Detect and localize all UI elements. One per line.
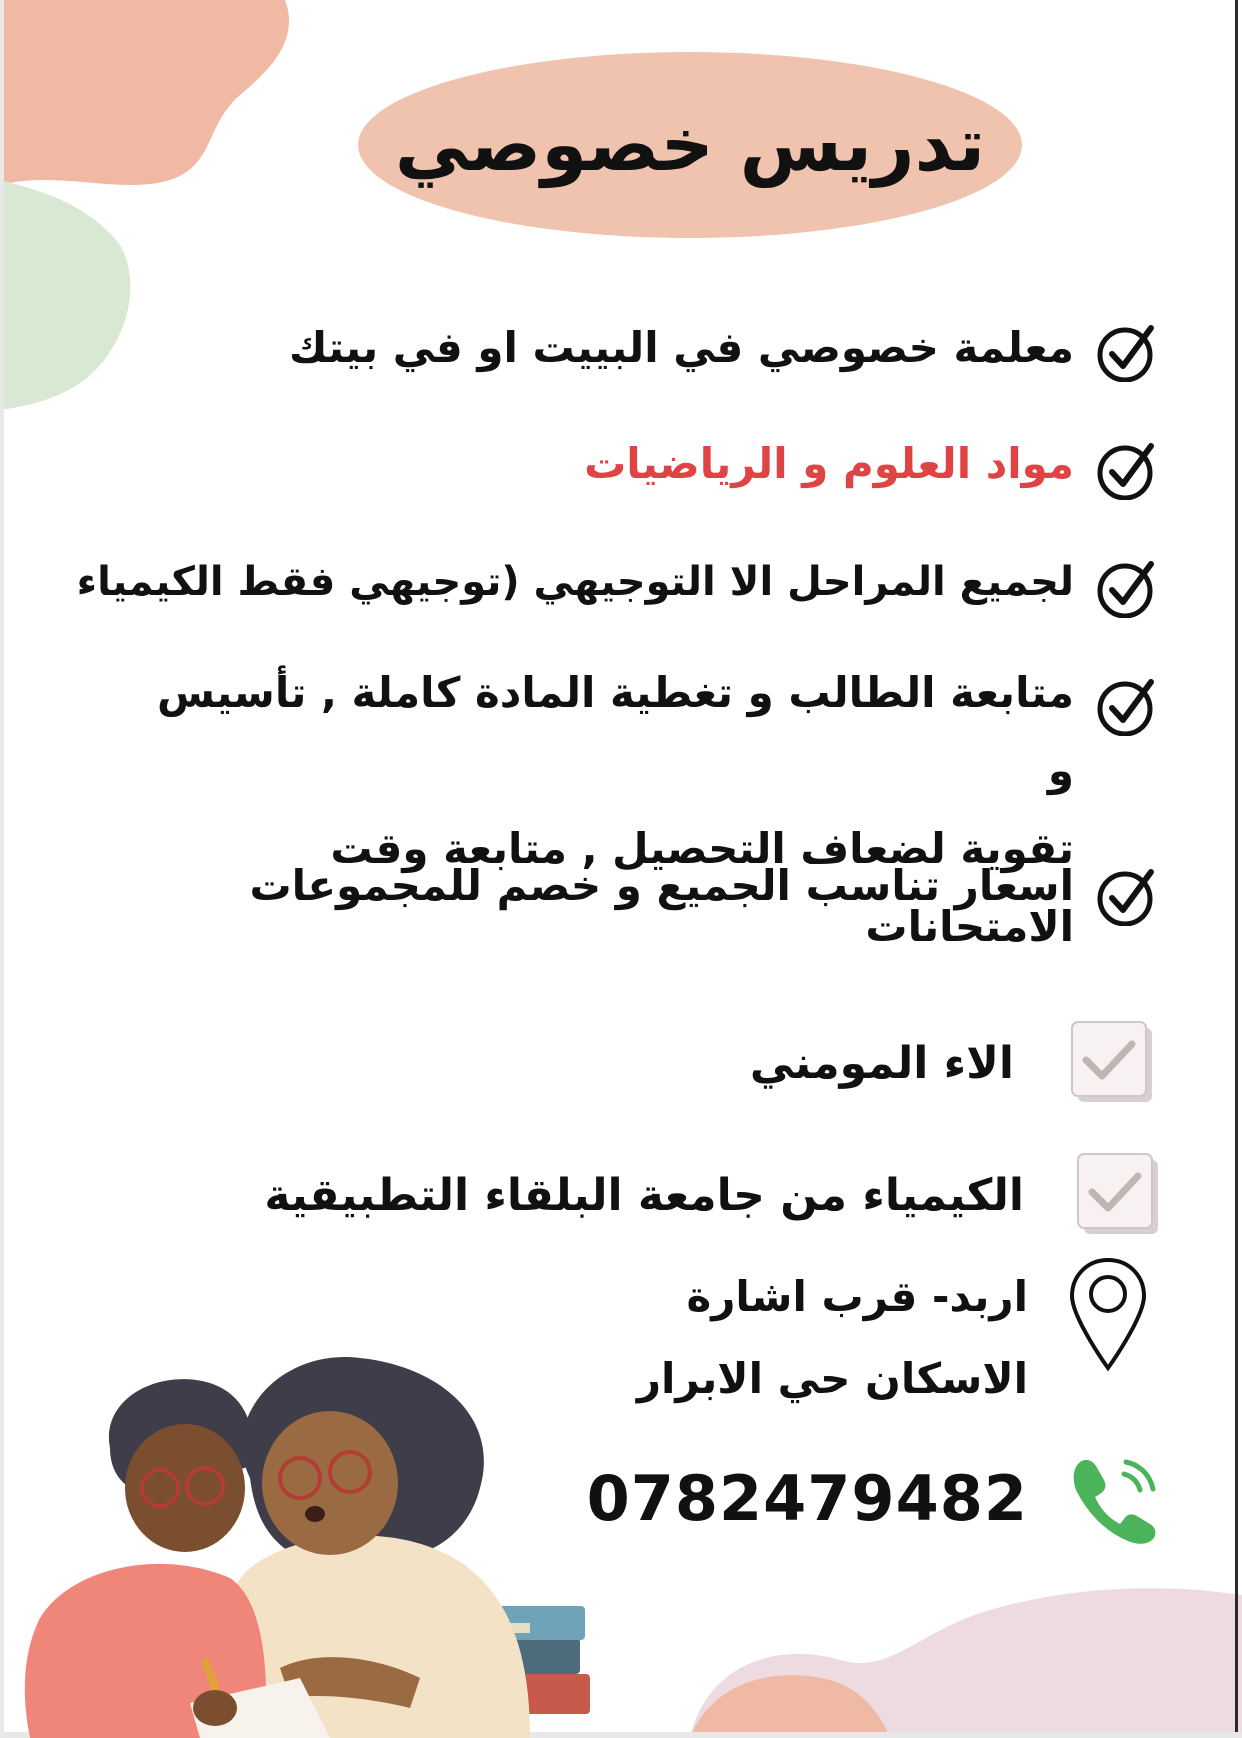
- check-circle-icon: [1096, 440, 1156, 500]
- teacher-and-student-illustration: [0, 1338, 640, 1738]
- frame-right-edge: [1235, 0, 1238, 1738]
- feature-item: [289, 322, 1156, 388]
- teacher-row: [750, 1020, 1156, 1106]
- check-circle-icon: [1096, 676, 1156, 736]
- phone-row: [587, 1452, 1160, 1544]
- title-banner: [358, 52, 1022, 238]
- decor-blob-top-left: [0, 0, 300, 200]
- feature-text-line: متابعة الطالب و تغطية المادة كاملة , تأسيس و: [157, 668, 1074, 795]
- teacher-name: الاء المومني: [749, 1037, 1014, 1089]
- degree-text: الكيمياء من جامعة البلقاء التطبيقية: [264, 1169, 1024, 1221]
- location-line: الاسكان حي الابرار: [636, 1354, 1028, 1403]
- phone-number[interactable]: 0782479482: [586, 1461, 1028, 1535]
- decor-blob-left-green: [0, 180, 140, 420]
- feature-text-line: تقوية لضعاف التحصيل , متابعة وقت الامتحانات: [330, 824, 1074, 951]
- checkbox-icon: [1070, 1020, 1156, 1106]
- checkbox-icon: [1076, 1152, 1162, 1238]
- check-circle-icon: [1096, 558, 1156, 618]
- feature-item: [77, 558, 1156, 622]
- map-pin-icon: [1068, 1256, 1148, 1374]
- feature-text: معلمة خصوصي في البييت او في بيتك: [289, 323, 1074, 372]
- feature-text: لجميع المراحل الا التوجيهي (توجيهي فقط الكيمياء: [76, 559, 1074, 605]
- location-row: [637, 1256, 1148, 1420]
- location-text: [637, 1256, 1028, 1420]
- phone-icon[interactable]: [1068, 1452, 1160, 1544]
- decor-blob-bottom-right: [660, 1550, 1242, 1738]
- page-title: تدريس خصوصي: [394, 102, 986, 188]
- check-circle-icon: [1096, 866, 1156, 926]
- feature-item: [584, 440, 1156, 504]
- feature-text: اسعار تناسب الجميع و خصم للمجموعات: [249, 861, 1074, 910]
- feature-text: مواد العلوم و الرياضيات: [584, 439, 1074, 488]
- check-circle-icon: [1096, 322, 1156, 382]
- location-line: اربد- قرب اشارة: [686, 1272, 1028, 1321]
- degree-row: [264, 1152, 1162, 1238]
